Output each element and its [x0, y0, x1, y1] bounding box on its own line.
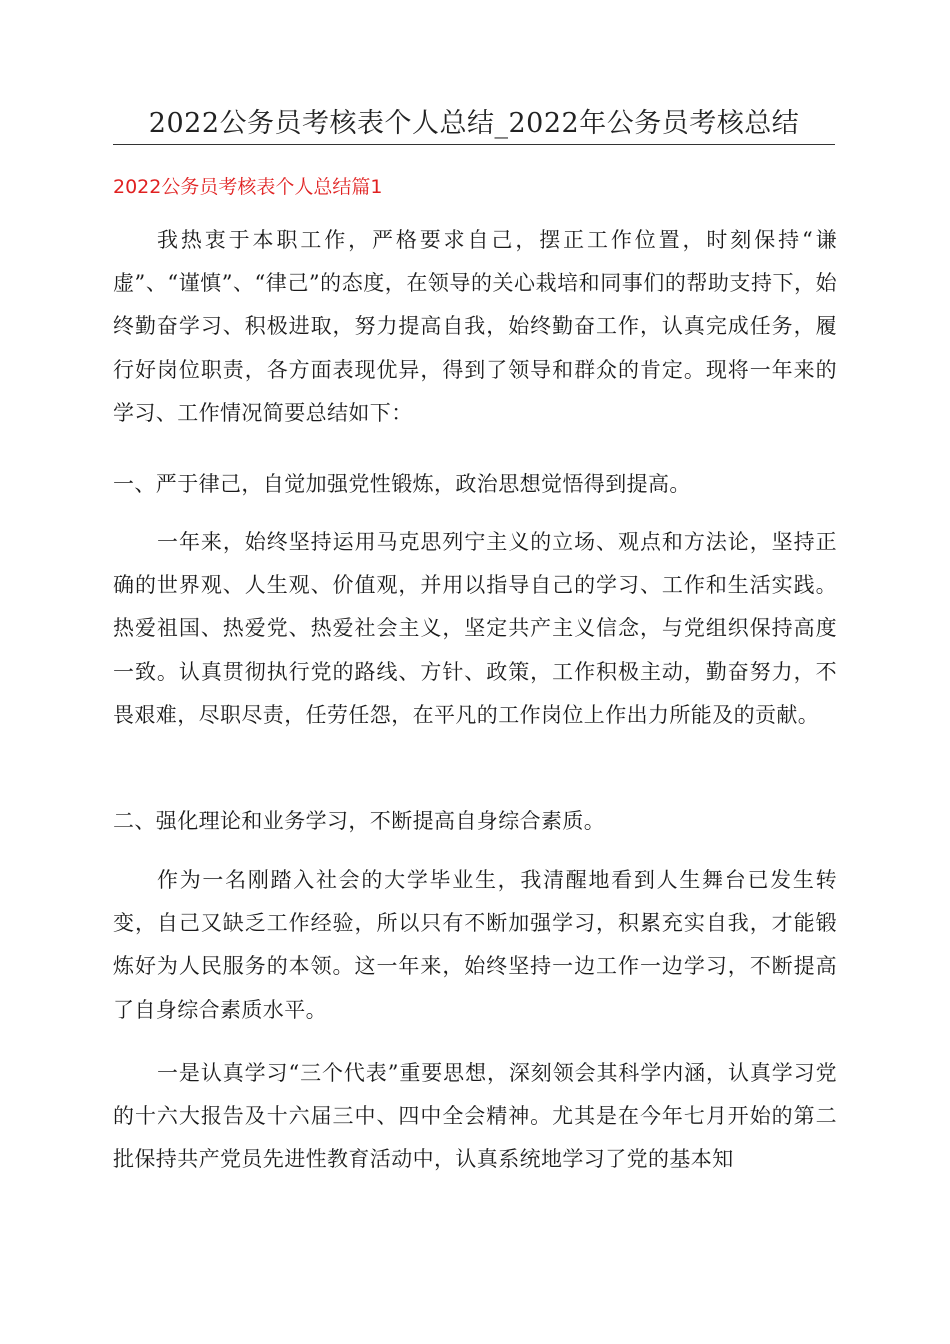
section-heading: 2022公务员考核表个人总结篇1 [113, 176, 383, 198]
subheading-two: 二、强化理论和业务学习，不断提高自身综合素质。 [113, 809, 606, 833]
intro-paragraph: 我热衷于本职工作，严格要求自己，摆正工作位置，时刻保持“谦虚”、“谨慎”、“律己”的态度，在领导的关心栽培和同事们的帮助支持下，始终勤奋学习、积极进取，努力提高自我，始终勤奋工作，认真完成任务，履行好岗位职责，各方面表现优异，得到了领导和群众的肯定。现将一年来的学习、工作情况简要总结如下： [113, 228, 837, 425]
subheading-one: 一、严于律己，自觉加强党性锻炼，政治思想觉悟得到提高。 [113, 472, 691, 496]
body-paragraph-three: 一是认真学习“三个代表”重要思想，深刻领会其科学内涵，认真学习党的十六大报告及十六届三中、四中全会精神。尤其是在今年七月开始的第二批保持共产党员先进性教育活动中，认真系统地学习了党的基本知 [113, 1061, 837, 1172]
body-paragraph-one: 一年来，始终坚持运用马克思列宁主义的立场、观点和方法论，坚持正确的世界观、人生观、价值观，并用以指导自己的学习、工作和生活实践。热爱祖国、热爱党、热爱社会主义，坚定共产主义信念，与党组织保持高度一致。认真贯彻执行党的路线、方针、政策，工作积极主动，勤奋努力，不畏艰难，尽职尽责，任劳任怨，在平凡的工作岗位上作出力所能及的贡献。 [113, 530, 837, 727]
body-paragraph-two: 作为一名刚踏入社会的大学毕业生，我清醒地看到人生舞台已发生转变，自己又缺乏工作经验，所以只有不断加强学习，积累充实自我，才能锻炼好为人民服务的本领。这一年来，始终坚持一边工作一边学习，不断提高了自身综合素质水平。 [113, 868, 837, 1022]
document-title: 2022公务员考核表个人总结_2022年公务员考核总结 [113, 104, 835, 145]
